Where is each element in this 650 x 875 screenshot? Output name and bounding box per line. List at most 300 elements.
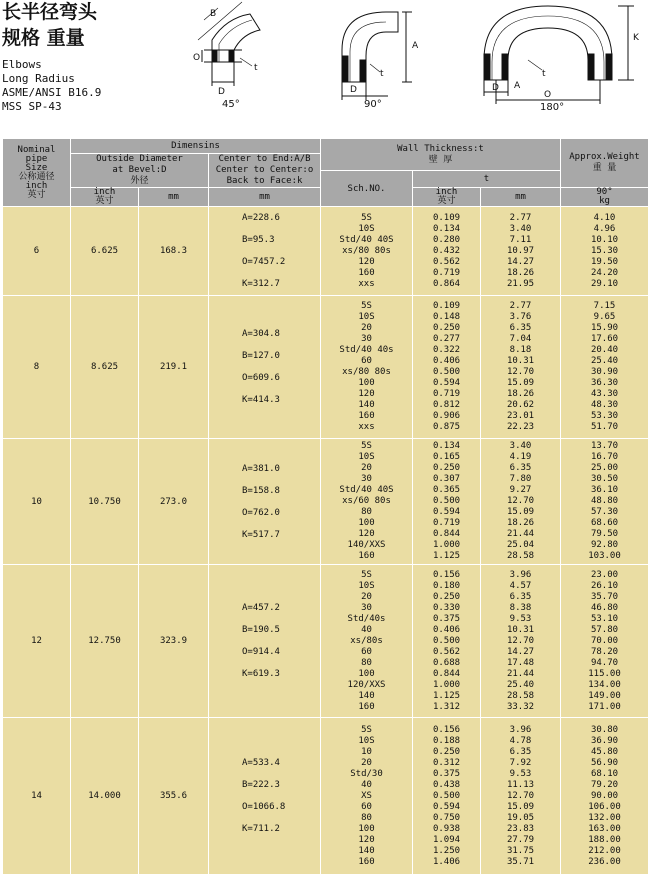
weight-value: 30.80 [590,724,619,735]
schedule-value: Std/40 40s [339,345,394,355]
schedule-value: 10S [358,223,375,234]
header-dimensions: Dimensins [71,139,321,154]
cell-od-inch: 14.000 [71,718,139,875]
wall-mm-value: 3.40 [509,441,532,451]
wall-mm-value: 18.26 [506,389,535,399]
header-wall-thickness: Wall Thickness:t 壁 厚 [321,139,561,171]
wall-inch-value: 0.250 [432,591,461,602]
weight-value: 188.00 [588,834,621,845]
wall-mm-value: 23.01 [506,411,535,421]
weight-value: 51.70 [590,422,619,432]
weight-value: 36.10 [590,485,619,495]
wall-inch-value: 0.406 [432,624,461,635]
wall-inch-value: 0.156 [432,569,461,580]
weight-value: 25.40 [590,356,619,366]
wall-inch-value: 0.375 [432,768,461,779]
center-dim-value: K=517.7 [242,529,280,540]
center-dim-value: A=228.6 [242,213,280,223]
wall-inch-value: 0.750 [432,812,461,823]
cell-weight [561,565,649,718]
weight-value: 25.00 [590,463,619,473]
wall-mm-value: 31.75 [506,845,535,856]
header-approx-weight: Approx.Weight 重 量 [561,139,649,188]
cell-wall-mm [481,207,561,296]
spec-table-body [3,207,649,875]
wall-inch-value: 0.250 [432,746,461,757]
cell-wall-inch [413,565,481,718]
wall-mm-value: 14.27 [506,646,535,657]
wall-inch-value: 1.406 [432,856,461,867]
fig45-caption: 45° [222,99,240,110]
wall-mm-value: 12.70 [506,496,535,506]
schedule-value: 100 [358,378,375,388]
weight-value: 53.30 [590,411,619,421]
schedule-value: 140 [358,845,375,856]
wall-inch-value: 1.125 [432,690,461,701]
header-t: t [413,171,561,188]
schedule-value: XS [361,790,372,801]
weight-value: 9.65 [593,312,616,322]
wall-mm-value: 22.23 [506,422,535,432]
header-t-mm: mm [481,188,561,207]
schedule-value: 120 [358,256,375,267]
center-dim-value: O=762.0 [242,507,280,518]
wall-inch-value: 0.109 [432,301,461,311]
schedule-value: 10S [358,312,375,322]
weight-value: 26.10 [590,580,619,591]
schedule-value: 10 [361,746,372,757]
schedule-value: 20 [361,757,372,768]
center-dim-value: O=1066.8 [242,802,286,812]
page-subtitle-cn: 规格 重量 [2,27,85,49]
wall-inch-value: 0.844 [432,668,461,679]
standard-asme: ASME/ANSI B16.9 [2,86,102,99]
wall-inch-value: 0.500 [432,635,461,646]
wall-inch-value: 1.312 [432,701,461,712]
weight-value: 149.00 [588,690,621,701]
wall-mm-value: 8.18 [509,345,532,355]
wall-mm-value: 18.26 [506,518,535,528]
fig45-label-t: t [254,63,258,73]
elbow-180-diagram [478,0,648,112]
cell-wall-mm [481,439,561,565]
cell-weight [561,296,649,439]
wall-mm-value: 7.11 [509,234,532,245]
weight-value: 68.60 [590,518,619,528]
wall-mm-value: 2.77 [509,301,532,311]
table-row [3,718,649,875]
cell-schedule [321,439,413,565]
schedule-value: xs/80 80s [342,367,391,377]
wall-inch-value: 0.365 [432,485,461,495]
wall-inch-value: 1.125 [432,551,461,561]
cell-od-mm: 323.9 [139,565,209,718]
cell-center-dims [209,207,321,296]
center-dim-value: O=914.4 [242,647,280,657]
header-t-inch: inch 英寸 [413,188,481,207]
weight-value: 24.20 [590,267,619,278]
schedule-value: 120 [358,834,375,845]
cell-nominal-size: 14 [3,718,71,875]
wall-mm-value: 3.40 [509,223,532,234]
schedule-value: 20 [361,463,372,473]
weight-value: 13.70 [590,441,619,451]
cell-nominal-size: 8 [3,296,71,439]
cell-schedule [321,718,413,875]
weight-value: 30.90 [590,367,619,377]
elbow-90-diagram [328,0,428,112]
fig90-label-d: D [350,85,357,95]
weight-value: 4.96 [593,223,616,234]
weight-value: 106.00 [588,801,621,812]
header-center-to-end: Center to End:A/B Center to Center:o Back to Face:k [209,154,321,188]
weight-value: 46.80 [590,602,619,613]
center-dim-value: O=609.6 [242,373,280,383]
wall-mm-value: 2.77 [509,212,532,223]
schedule-value: 60 [361,356,372,366]
center-dim-value: O=7457.2 [242,257,286,267]
fig90-label-a: A [412,41,419,51]
weight-value: 171.00 [588,701,621,712]
wall-mm-value: 25.04 [506,540,535,550]
cell-center-dims [209,439,321,565]
schedule-value: 5S [361,441,372,451]
wall-mm-value: 15.09 [506,801,535,812]
elbow-45-diagram [190,0,280,112]
cell-wall-inch [413,296,481,439]
wall-inch-value: 0.938 [432,823,461,834]
wall-mm-value: 35.71 [506,856,535,867]
table-row [3,565,649,718]
cell-wall-inch [413,439,481,565]
cell-wall-inch [413,718,481,875]
schedule-value: 120/XXS [347,679,386,690]
weight-value: 16.70 [590,452,619,462]
schedule-value: 30 [361,602,372,613]
wall-mm-value: 12.70 [506,635,535,646]
weight-value: 17.60 [590,334,619,344]
center-dim-value: A=533.4 [242,758,280,768]
wall-inch-value: 0.562 [432,646,461,657]
weight-value: 90.00 [590,790,619,801]
weight-value: 20.40 [590,345,619,355]
schedule-value: 40 [361,779,372,790]
weight-value: 43.30 [590,389,619,399]
wall-mm-value: 20.62 [506,400,535,410]
fig180-label-t: t [542,69,546,79]
wall-inch-value: 0.277 [432,334,461,344]
wall-mm-value: 10.31 [506,624,535,635]
schedule-value: 160 [358,551,375,561]
weight-value: 70.00 [590,635,619,646]
wall-inch-value: 0.500 [432,367,461,377]
schedule-value: Std/30 [350,768,383,779]
product-type: Long Radius [2,72,75,85]
wall-inch-value: 0.688 [432,657,461,668]
weight-value: 57.80 [590,624,619,635]
weight-value: 29.10 [590,278,619,289]
table-row [3,296,649,439]
schedule-value: 100 [358,823,375,834]
center-dim-value: A=457.2 [242,603,280,613]
wall-inch-value: 0.500 [432,496,461,506]
wall-inch-value: 0.432 [432,245,461,256]
schedule-value: 120 [358,389,375,399]
schedule-value: 5S [361,724,372,735]
weight-value: 48.30 [590,400,619,410]
header-outside-diameter: Outside Diameter at Bevel:D 外径 [71,154,209,188]
wall-inch-value: 0.307 [432,474,461,484]
standard-mss: MSS SP-43 [2,100,62,113]
center-dim-value: B=190.5 [242,625,280,635]
schedule-value: 5S [361,212,372,223]
schedule-value: 140 [358,400,375,410]
weight-value: 134.00 [588,679,621,690]
wall-mm-value: 23.83 [506,823,535,834]
wall-mm-value: 6.35 [509,591,532,602]
wall-mm-value: 4.19 [509,452,532,462]
center-dim-value: A=304.8 [242,329,280,339]
weight-value: 36.30 [590,378,619,388]
wall-mm-value: 15.09 [506,507,535,517]
schedule-value: 10S [358,452,375,462]
header-weight-unit: 90° kg [561,188,649,207]
weight-value: 35.70 [590,591,619,602]
fig180-caption: 180° [540,102,565,112]
wall-inch-value: 0.719 [432,389,461,399]
wall-mm-value: 15.09 [506,378,535,388]
schedule-value: 100 [358,518,375,528]
wall-inch-value: 0.312 [432,757,461,768]
cell-nominal-size: 6 [3,207,71,296]
header-sch-no: Sch.NO. [321,171,413,207]
table-row [3,207,649,296]
cell-od-mm: 219.1 [139,296,209,439]
wall-inch-value: 1.250 [432,845,461,856]
schedule-value: 160 [358,856,375,867]
schedule-value: Std/40 40S [339,234,394,245]
wall-mm-value: 9.53 [509,613,532,624]
schedule-value: 20 [361,323,372,333]
weight-value: 56.90 [590,757,619,768]
wall-mm-value: 6.35 [509,323,532,333]
fig180-label-d: D [492,83,499,93]
weight-value: 78.20 [590,646,619,657]
wall-mm-value: 25.40 [506,679,535,690]
wall-inch-value: 1.094 [432,834,461,845]
center-dim-value: B=158.8 [242,485,280,496]
fig90-caption: 90° [364,99,382,110]
schedule-value: 10S [358,735,375,746]
product-name: Elbows [2,58,42,71]
schedule-value: 80 [361,657,372,668]
weight-value: 163.00 [588,823,621,834]
cell-schedule [321,296,413,439]
wall-mm-value: 11.13 [506,779,535,790]
wall-inch-value: 0.375 [432,613,461,624]
weight-value: 23.00 [590,569,619,580]
wall-inch-value: 0.719 [432,518,461,528]
center-dim-value: K=414.3 [242,395,280,405]
schedule-value: Std/40 40S [339,485,394,495]
cell-od-inch: 10.750 [71,439,139,565]
wall-inch-value: 0.438 [432,779,461,790]
page-title-cn: 长半径弯头 [2,1,98,23]
wall-inch-value: 0.844 [432,529,461,539]
wall-mm-value: 21.44 [506,529,535,539]
schedule-value: 40 [361,624,372,635]
schedule-value: 20 [361,591,372,602]
wall-mm-value: 19.05 [506,812,535,823]
weight-value: 79.20 [590,779,619,790]
wall-inch-value: 0.280 [432,234,461,245]
cell-wall-inch [413,207,481,296]
wall-inch-value: 0.250 [432,463,461,473]
wall-inch-value: 0.134 [432,441,461,451]
weight-value: 7.15 [593,301,616,311]
weight-value: 45.80 [590,746,619,757]
weight-value: 36.90 [590,735,619,746]
header-nominal-size: Nominal pipe Size 公称通径 inch 英寸 [3,139,71,207]
fig180-label-a: A [514,81,521,91]
wall-inch-value: 0.594 [432,801,461,812]
wall-mm-value: 4.78 [509,735,532,746]
cell-center-dims [209,718,321,875]
schedule-value: 160 [358,701,375,712]
weight-value: 30.50 [590,474,619,484]
cell-schedule [321,207,413,296]
schedule-value: 140 [358,690,375,701]
wall-inch-value: 0.594 [432,378,461,388]
fig180-label-k: K [633,33,639,43]
cell-wall-mm [481,565,561,718]
wall-inch-value: 0.180 [432,580,461,591]
cell-center-dims [209,296,321,439]
table-row [3,439,649,565]
wall-inch-value: 0.875 [432,422,461,432]
cell-nominal-size: 10 [3,439,71,565]
wall-mm-value: 17.48 [506,657,535,668]
cell-od-inch: 6.625 [71,207,139,296]
wall-inch-value: 0.864 [432,278,461,289]
wall-mm-value: 9.27 [509,485,532,495]
schedule-value: 160 [358,411,375,421]
weight-value: 19.50 [590,256,619,267]
wall-mm-value: 14.27 [506,256,535,267]
wall-mm-value: 7.92 [509,757,532,768]
weight-value: 92.80 [590,540,619,550]
wall-mm-value: 9.53 [509,768,532,779]
schedule-value: xs/80 80s [342,245,391,256]
schedule-value: 10S [358,580,375,591]
wall-mm-value: 21.95 [506,278,535,289]
schedule-value: 160 [358,267,375,278]
wall-mm-value: 10.97 [506,245,535,256]
wall-mm-value: 7.04 [509,334,532,344]
weight-value: 15.30 [590,245,619,256]
wall-mm-value: 6.35 [509,463,532,473]
wall-inch-value: 0.500 [432,790,461,801]
cell-wall-mm [481,718,561,875]
center-dim-value: K=711.2 [242,824,280,834]
weight-value: 53.10 [590,613,619,624]
schedule-value: 120 [358,529,375,539]
wall-mm-value: 27.79 [506,834,535,845]
wall-inch-value: 0.322 [432,345,461,355]
weight-value: 68.10 [590,768,619,779]
wall-inch-value: 0.812 [432,400,461,410]
weight-value: 57.30 [590,507,619,517]
wall-inch-value: 0.406 [432,356,461,366]
schedule-value: 30 [361,474,372,484]
wall-mm-value: 12.70 [506,790,535,801]
wall-inch-value: 0.156 [432,724,461,735]
cell-weight [561,207,649,296]
wall-inch-value: 0.250 [432,323,461,333]
weight-value: 10.10 [590,234,619,245]
schedule-value: Std/40s [347,613,386,624]
schedule-value: 60 [361,801,372,812]
wall-inch-value: 1.000 [432,679,461,690]
wall-inch-value: 0.330 [432,602,461,613]
wall-mm-value: 10.31 [506,356,535,366]
wall-mm-value: 3.76 [509,312,532,322]
weight-value: 15.90 [590,323,619,333]
wall-inch-value: 0.906 [432,411,461,421]
wall-mm-value: 28.58 [506,551,535,561]
cell-od-mm: 273.0 [139,439,209,565]
weight-value: 48.80 [590,496,619,506]
schedule-value: 30 [361,334,372,344]
weight-value: 132.00 [588,812,621,823]
weight-value: 94.70 [590,657,619,668]
wall-mm-value: 4.57 [509,580,532,591]
wall-mm-value: 33.32 [506,701,535,712]
wall-mm-value: 7.80 [509,474,532,484]
elbow-spec-table [2,138,649,875]
schedule-value: 100 [358,668,375,679]
cell-weight [561,439,649,565]
center-dim-value: A=381.0 [242,463,280,474]
cell-od-inch: 8.625 [71,296,139,439]
center-dim-value: K=312.7 [242,279,280,289]
weight-value: 212.00 [588,845,621,856]
wall-inch-value: 0.594 [432,507,461,517]
wall-inch-value: 0.188 [432,735,461,746]
weight-value: 103.00 [588,551,621,561]
schedule-value: xs/80s [350,635,383,646]
fig180-label-o: O [544,90,552,100]
fig45-label-o: O [193,53,201,63]
cell-nominal-size: 12 [3,565,71,718]
cell-od-inch: 12.750 [71,565,139,718]
weight-value: 4.10 [593,212,616,223]
schedule-value: 5S [361,301,372,311]
header-center-mm: mm [209,188,321,207]
schedule-value: 80 [361,507,372,517]
center-dim-value: K=619.3 [242,669,280,679]
schedule-value: 5S [361,569,372,580]
cell-center-dims [209,565,321,718]
wall-mm-value: 3.96 [509,569,532,580]
fig45-label-b: B [210,9,217,19]
schedule-value: 140/XXS [347,540,386,550]
center-dim-value: B=222.3 [242,780,280,790]
cell-od-mm: 355.6 [139,718,209,875]
weight-value: 236.00 [588,856,621,867]
wall-mm-value: 3.96 [509,724,532,735]
cell-schedule [321,565,413,718]
